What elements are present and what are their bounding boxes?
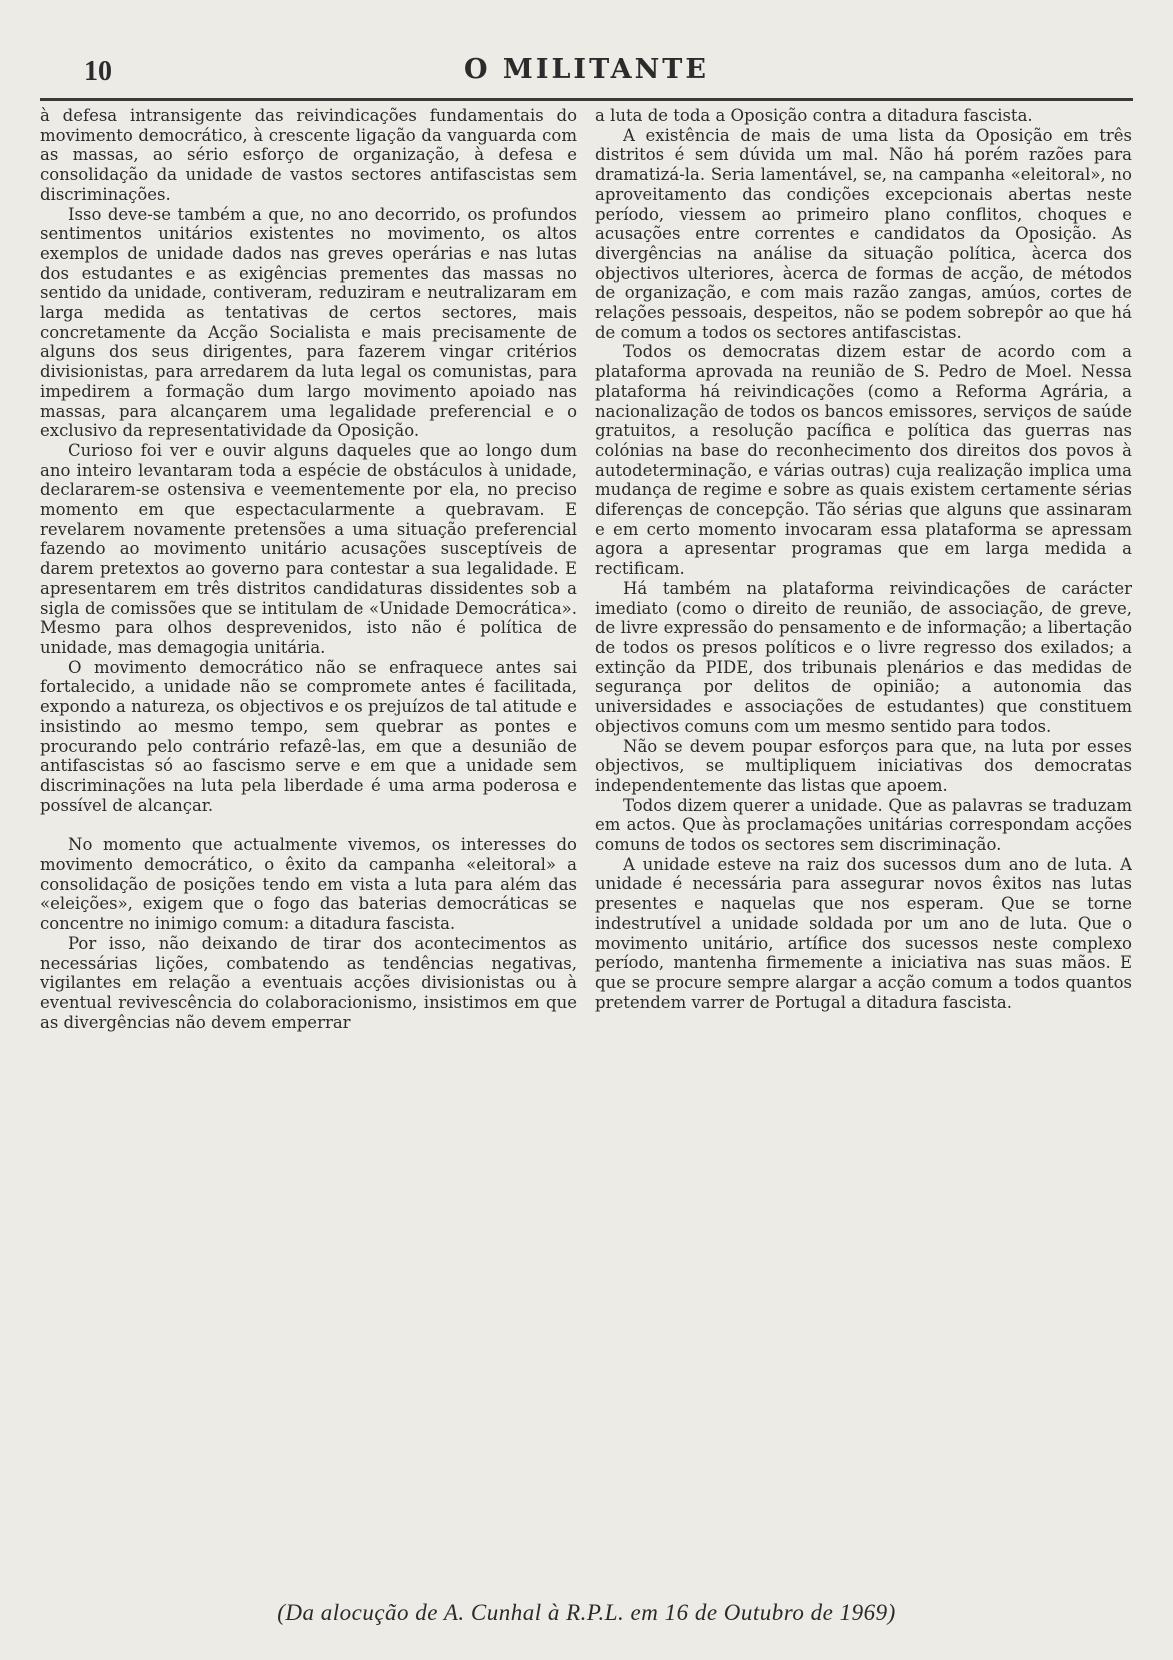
paragraph: Não se devem poupar esforços para que, na luta por esses objectivos, se multipliquem iniciativas dos democratas independentemente das listas que apoem. bbox=[595, 736, 1132, 795]
left-column bbox=[40, 106, 577, 1584]
paragraph: No momento que actualmente vivemos, os interesses do movimento democrático, o êxito da campanha «eleitoral» a consolidação de posições tendo em vista a luta para além das «eleições», exigem que o fogo das baterias democráticas se concentre no inimigo comum: a ditadura fascista. bbox=[40, 835, 577, 934]
source-citation: (Da alocução de A. Cunhal à R.P.L. em 16 de Outubro de 1969) bbox=[277, 1600, 896, 1625]
paragraph: A unidade esteve na raiz dos sucessos dum ano de luta. A unidade é necessária para assegurar novos êxitos nas lutas presentes e naquelas que nos esperam. Que se torne indestrutível a unidade soldada por um ano de luta. Que o movimento unitário, artífice dos sucessos neste complexo período, mantenha firmemente a iniciativa nas suas mãos. E que se procure sempre alargar a acção comum a todos quantos pretendem varrer de Portugal a ditadura fascista. bbox=[595, 854, 1132, 1012]
paragraph: Há também na plataforma reivindicações de carácter imediato (como o direito de reunião, de associação, de greve, de livre expressão do pensamento e de informação; a libertação de todos os presos políticos e o livre regresso dos exilados; a extinção da PIDE, dos tribunais plenários e das medidas de segurança por delitos de opinião; a autonomia das universidades e associações de estudantes) que constituem objectivos comuns com um mesmo sentido para todos. bbox=[595, 578, 1132, 736]
page-number: 10 bbox=[84, 56, 112, 87]
paragraph: Todos dizem querer a unidade. Que as palavras se traduzam em actos. Que às proclamações unitárias correspondam acções comuns de todos os sectores sem discriminação. bbox=[595, 795, 1132, 855]
paragraph: O movimento democrático não se enfraquece antes sai fortalecido, a unidade não se compromete antes é facilitada, expondo a natureza, os objectivos e os prejuízos de tal atitude e insistindo ao mesmo tempo, sem quebrar as pontes e procurando pelo contrário refazê-las, em que a desunião de antifascistas só ao fascismo serve e em que a unidade sem discriminações na luta pela liberdade é uma arma poderosa e possível de alcançar. bbox=[40, 657, 577, 815]
paragraph: à defesa intransigente das reivindicações fundamentais do movimento democrático, à crescente ligação da vanguarda com as massas, ao sério esforço de organização, à defesa e consolidação da unidade de vastos sectores antifascistas sem discriminações. bbox=[40, 106, 577, 204]
paragraph: Isso deve-se também a que, no ano decorrido, os profundos sentimentos unitários existentes no movimento, os altos exemplos de unidade dados nas greves operárias e nas lutas dos estudantes e as exigências prementes das massas no sentido da unidade, contiveram, reduziram e neutralizaram em larga medida as tentativas de certos sectores, mais concretamente da Acção Socialista e mais precisamente de alguns dos seus dirigentes, para fazerem vingar critérios divisionistas, para arredarem da luta legal os comunistas, para impedirem a formação dum largo movimento apoiado nas massas, para alcançarem uma legalidade preferencial e o exclusivo da representatividade da Oposição. bbox=[40, 204, 577, 441]
paragraph: a luta de toda a Oposição contra a ditadura fascista. bbox=[595, 106, 1033, 125]
paragraph: Curioso foi ver e ouvir alguns daqueles que ao longo dum ano inteiro levantaram toda a espécie de obstáculos à unidade, declararem-se ostensiva e veementemente por ela, no preciso momento em que espectacularmente a quebravam. E revelarem novamente pretensões a uma situação preferencial fazendo ao movimento unitário acusações susceptíveis de darem pretextos ao governo para contestar a sua legalidade. E apresentarem em três distritos candidaturas dissidentes sob a sigla de comissões que se intitulam de «Unidade Democrática». Mesmo para olhos desprevenidos, isto não é política de unidade, mas demagogia unitária. bbox=[40, 440, 577, 657]
page-header bbox=[40, 48, 1133, 101]
right-column bbox=[595, 106, 1132, 1584]
paragraph: A existência de mais de uma lista da Oposição em três distritos é sem dúvida um mal. Não há porém razões para dramatizá-la. Seria lamentável, se, na campanha «eleitoral», no aproveitamento das condições excepcionais abertas neste período, viessem ao primeiro plano conflitos, choques e acusações entre correntes e candidatos da Oposição. As divergências na análise da situação política, àcerca dos objectivos ulteriores, àcerca de formas de acção, de métodos de organização, e com mais razão zangas, amúos, cortes de relações pessoais, despeitos, não se podem sobrepôr ao que há de comum a todos os sectores antifascistas. bbox=[595, 125, 1132, 342]
paragraph: Todos os democratas dizem estar de acordo com a plataforma aprovada na reunião de S. Pedro de Moel. Nessa plataforma há reivindicações (como a Reforma Agrária, a nacionalização de todos os bancos emissores, serviços de saúde gratuitos, a resolução pacífica e política das guerras nas colónias na base do reconhecimento dos direitos dos povos à autodeterminação, e várias outras) cuja realização implica uma mudança de regime e sobre as quais existem certamente sérias diferenças de concepção. Tão sérias que alguns que assinaram e em certo momento invocaram essa plataforma se apressam agora a apresentar programas que em larga medida a rectificam. bbox=[595, 342, 1132, 579]
newspaper-title: O MILITANTE bbox=[464, 54, 709, 85]
article-body bbox=[40, 106, 1132, 1584]
paragraph: Por isso, não deixando de tirar dos acontecimentos as necessárias lições, combatendo as tendências negativas, vigilantes em relação a eventuais acções divisionistas ou à eventual revivescência do colaboracionismo, insistimos em que as divergências não devem emperrar bbox=[40, 933, 577, 1032]
